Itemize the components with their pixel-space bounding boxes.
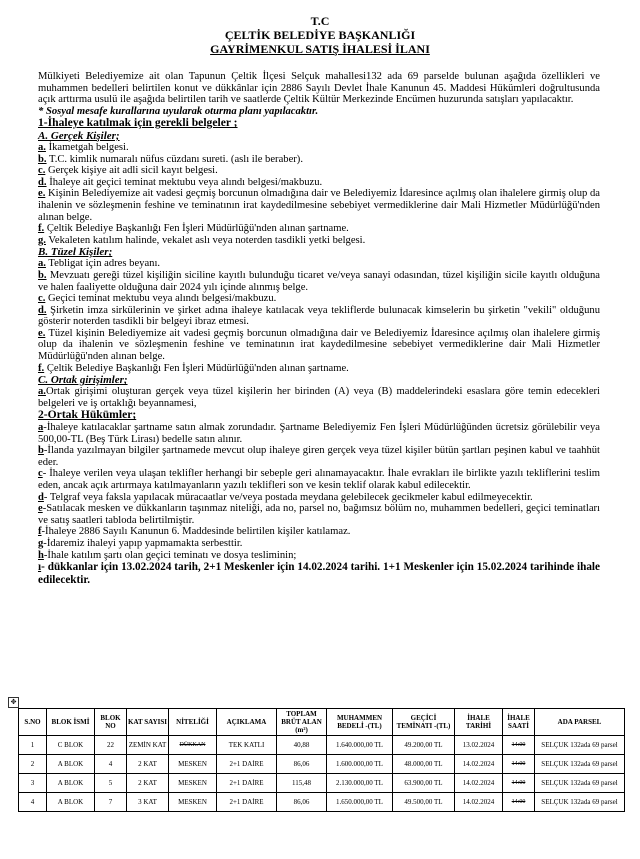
section-2-title: 2-Ortak Hükümler; — [38, 408, 137, 422]
list-item — [38, 328, 600, 363]
document-body — [38, 71, 600, 586]
item-text: - dükkanlar için 13.02.2024 tarih, 2+1 Meskenler için 14.02.2024 tarihi. 1+1 Meskenler için 15.02.2024 tarihinde ihale edilecektir. — [38, 561, 600, 586]
item-letter: b. — [38, 269, 47, 281]
item-text: Çeltik Belediye Başkanlığı Fen İşleri Müdürlüğü'nden alınan şartname. — [44, 223, 349, 235]
header-line-2: ÇELTİK BELEDİYE BAŞKANLIĞI — [224, 28, 416, 42]
item-text: - Telgraf veya faksla yapılacak müracaatlar ve/veya postada meydana gelebilecek gecikmeler kabul edilmeyecektir. — [43, 491, 533, 503]
item-text: -İhale katılım şartı olan geçici teminatı ve dosya tesliminin; — [43, 549, 297, 561]
list-item — [38, 258, 600, 270]
item-text: Tebligat için adres beyanı. — [45, 258, 161, 270]
table-cell: 1 — [19, 736, 47, 755]
table-cell: 14:00 — [503, 793, 535, 812]
table-row — [19, 793, 625, 812]
item-text: -İhaleye 2886 Sayılı Kanunun 6. Maddesinde belirtilen kişiler katılamaz. — [41, 526, 351, 538]
table-cell: 115,48 — [277, 774, 327, 793]
column-header: GEÇİCİ TEMİNATI -(TL) — [393, 709, 455, 736]
table-cell: 22 — [95, 736, 127, 755]
item-letter: b. — [38, 153, 47, 165]
item-text: İhaleye ait geçici teminat mektubu veya alındı belgesi/makbuzu. — [46, 176, 323, 188]
table-cell: 86,06 — [277, 755, 327, 774]
table-cell: SELÇUK 132ada 69 parsel — [535, 736, 625, 755]
item-letter: d. — [38, 176, 47, 188]
item-letter: f — [38, 526, 42, 538]
table-header-row — [19, 709, 625, 736]
item-letter: f. — [38, 362, 45, 374]
list-item — [38, 188, 600, 223]
group-c-title: C. Ortak girişimler; — [38, 374, 128, 387]
item-text: -İhaleye katılacaklar şartname satın almak zorundadır. Şartname Belediyemiz Fen İşleri Müdürlüğünden ücretsiz görülebilir veya 500,00-TL (Beş Türk Lirası) bedelle satın alınır. — [38, 422, 600, 445]
table-cell: 49.200,00 TL — [393, 736, 455, 755]
item-text: Geçici teminat mektubu veya alındı belgesi/makbuzu. — [45, 293, 277, 305]
item-text: Vekaleten katılım halinde, vekalet aslı veya noterden tasdikli yetki belgesi. — [45, 234, 366, 246]
item-letter: d. — [38, 304, 47, 316]
column-header: BLOK İSMİ — [47, 709, 95, 736]
table-cell: 3 KAT — [127, 793, 169, 812]
item-text: Şirketin imza sirkülerinin ve şirket adına ihaleye katılacak veya tekliflerde bulunacak kimselerin bu şirketin "vekili" olduğunu gösterir noterden tasdikli bir belgeyi ibraz etmesi. — [38, 304, 600, 328]
table-cell: C BLOK — [47, 736, 95, 755]
table-cell: 2 — [19, 755, 47, 774]
item-text: -Satılacak mesken ve dükkanların taşınmaz niteliği, ada no, parsel no, bağımsız bölüm no, muhammen bedelleri, geçici teminatları ve satış saatleri tabloda belirtilmiştir. — [38, 503, 600, 526]
table-cell: MESKEN — [169, 774, 217, 793]
item-letter: c. — [38, 165, 46, 177]
table-cell: 3 — [19, 774, 47, 793]
column-header: KAT SAYISI — [127, 709, 169, 736]
column-header: BLOK NO — [95, 709, 127, 736]
item-letter: h — [38, 549, 44, 561]
column-header: İHALE SAATİ — [503, 709, 535, 736]
group-a-title: A. Gerçek Kişiler; — [38, 129, 120, 142]
item-text: T.C. kimlik numaralı nüfus cüzdanı sureti. (aslı ile beraber). — [46, 153, 303, 165]
list-item — [38, 165, 600, 177]
item-text: -İdaremiz ihaleyi yapıp yapmamakta serbesttir. — [43, 537, 243, 549]
item-letter: b — [38, 445, 44, 457]
header-line-3: GAYRİMENKUL SATIŞ İHALESİ İLANI — [210, 42, 430, 56]
table-cell: 7 — [95, 793, 127, 812]
table-cell: 1.640.000,00 TL — [327, 736, 393, 755]
move-handle-icon[interactable]: ✥ — [8, 697, 19, 708]
property-table-wrapper — [18, 708, 624, 812]
table-row — [19, 755, 625, 774]
item-letter: e. — [38, 188, 46, 200]
item-text: Çeltik Belediye Başkanlığı Fen İşleri Müdürlüğü'nden alınan şartname. — [44, 362, 349, 374]
table-cell: 2+1 DAİRE — [217, 793, 277, 812]
list-item — [38, 305, 600, 328]
group-a-list — [38, 142, 600, 246]
table-cell: 4 — [19, 793, 47, 812]
distance-note: * Sosyal mesafe kurallarına uyularak oturma planı yapılacaktır. — [38, 105, 319, 117]
table-cell: 86,06 — [277, 793, 327, 812]
list-item — [38, 363, 600, 375]
item-text: Ortak girişimi oluşturan gerçek veya tüzel kişilerin her birinden (A) veya (B) maddelerindeki esaslara göre temin edecekleri belgeleri ve iş ortaklığı beyannamesi, — [38, 386, 600, 409]
table-cell: 2 KAT — [127, 774, 169, 793]
item-letter: g — [38, 537, 44, 549]
table-cell: 13.02.2024 — [455, 736, 503, 755]
item-letter: c. — [38, 293, 46, 305]
column-header: AÇIKLAMA — [217, 709, 277, 736]
table-cell: 1.600.000,00 TL — [327, 755, 393, 774]
table-cell: 2.130.000,00 TL — [327, 774, 393, 793]
header-line-1: T.C — [310, 14, 330, 28]
table-cell: 14.02.2024 — [455, 793, 503, 812]
table-cell: A BLOK — [47, 755, 95, 774]
list-item — [38, 422, 600, 445]
list-item — [38, 550, 600, 562]
item-letter: f. — [38, 223, 45, 235]
table-cell: 1.650.000,00 TL — [327, 793, 393, 812]
table-cell: DÜKKAN — [169, 736, 217, 755]
table-cell: 14:00 — [503, 774, 535, 793]
item-letter: e. — [38, 327, 46, 339]
group-b-title: B. Tüzel Kişiler; — [38, 246, 113, 259]
table-cell: 48.000,00 TL — [393, 755, 455, 774]
list-item — [38, 235, 600, 247]
group-c-text — [38, 386, 600, 409]
list-item — [38, 538, 600, 550]
list-item — [38, 270, 600, 293]
item-text: -İlanda yazılmayan bilgiler şartnamede mevcut olup ihaleye giren gerçek veya tüzel kişiler bütün şartları peşinen kabul ve taahhüt eder. — [38, 445, 600, 468]
intro-paragraph: Mülkiyeti Belediyemize ait olan Tapunun Çeltik İlçesi Selçuk mahallesi132 ada 69 parselde bulunan aşağıda özellikleri ve muhammen bedelleri belirtilen konut ve dükkânlar için 2886 Sayılı Devlet İhale Kanunun 45. Maddesi Hükümleri doğrultusunda açık arttırma usulü ile aşağıda belirtilen tarih ve saatlerde Çeltik Kültür Merkezinde Encümen huzurunda satışları yapılacaktır. — [38, 71, 600, 106]
list-item — [38, 445, 600, 468]
table-cell: 49.500,00 TL — [393, 793, 455, 812]
table-cell: 5 — [95, 774, 127, 793]
property-table — [18, 708, 625, 812]
item-text: İkametgah belgesi. — [45, 141, 129, 153]
table-cell: SELÇUK 132ada 69 parsel — [535, 755, 625, 774]
tender-dates — [38, 561, 600, 586]
group-b-list — [38, 258, 600, 374]
table-cell: TEK KATLI — [217, 736, 277, 755]
item-letter: g. — [38, 234, 46, 246]
table-cell: ZEMİN KAT — [127, 736, 169, 755]
item-letter: e — [38, 503, 43, 515]
column-header: ADA PARSEL — [535, 709, 625, 736]
item-letter: c — [38, 468, 43, 480]
column-header: S.NO — [19, 709, 47, 736]
item-letter: ı — [38, 561, 42, 574]
list-item — [38, 503, 600, 526]
section-1-title: 1-İhaleye katılmak için gerekli belgeler ; — [38, 116, 238, 130]
table-cell: 40,88 — [277, 736, 327, 755]
item-letter: d — [38, 491, 44, 503]
table-cell: 2+1 DAİRE — [217, 755, 277, 774]
list-item — [38, 293, 600, 305]
item-text: Tüzel kişinin Belediyemize ait vadesi geçmiş borcunun olmadığına dair ve Belediyemiz İdaresince açılmış olan ihalelere girmiş olup da ihalenin ve sözleşmenin feshine ve teminatının irat kaydedilmesine sebebiyet vermediklerine dair Mali Hizmetler Müdürlüğü'nden alınan belge. — [38, 327, 600, 363]
table-cell: MESKEN — [169, 793, 217, 812]
table-cell: 14.02.2024 — [455, 755, 503, 774]
list-item — [38, 223, 600, 235]
item-letter: a. — [38, 386, 46, 398]
item-text: Mevzuatı gereği tüzel kişiliğin siciline kayıtlı bulunduğu ticaret ve/veya sanayi odasından, tüzel kişiliğin sicile kayıtlı olduğuna ve halen faaliyette olduğuna dair 2024 yılı içinde alınmış belge. — [38, 269, 600, 293]
list-item — [38, 177, 600, 189]
table-cell: 14:00 — [503, 736, 535, 755]
table-cell: SELÇUK 132ada 69 parsel — [535, 774, 625, 793]
column-header: İHALE TARİHİ — [455, 709, 503, 736]
table-row — [19, 774, 625, 793]
item-letter: a. — [38, 258, 46, 270]
table-cell: A BLOK — [47, 793, 95, 812]
item-letter: a — [38, 422, 44, 434]
table-cell: 2+1 DAİRE — [217, 774, 277, 793]
list-item — [38, 468, 600, 491]
column-header: TOPLAM BRÜT ALAN (m²) — [277, 709, 327, 736]
table-cell: 14.02.2024 — [455, 774, 503, 793]
table-cell: MESKEN — [169, 755, 217, 774]
table-cell: SELÇUK 132ada 69 parsel — [535, 793, 625, 812]
list-item — [38, 154, 600, 166]
list-item — [38, 526, 600, 538]
list-item — [38, 492, 600, 504]
column-header: MUHAMMEN BEDELİ -(TL) — [327, 709, 393, 736]
section-2-list — [38, 422, 600, 561]
item-text: Gerçek kişiye ait adli sicil kayıt belgesi. — [45, 165, 218, 177]
item-text: Kişinin Belediyemize ait vadesi geçmiş borcunun olmadığına dair ve Belediyemiz İdaresince açılmış olan ihalelere girmiş olup da ihalenin ve sözleşmenin feshine ve teminatının irat kaydedilmesine sebebiyet vermediklerine dair Mali Hizmetler Müdürlüğü'nden alınan belge. — [38, 188, 600, 223]
table-cell: 63.900,00 TL — [393, 774, 455, 793]
table-cell: 4 — [95, 755, 127, 774]
item-letter: a. — [38, 141, 46, 153]
item-text: - İhaleye verilen veya ulaşan teklifler herhangi bir sebeple geri alınamayacaktır. İhale evrakları ile birlikte yazılı tekliflerini teslim eden, ancak açık artırmaya katılmayanların yazılı teklifleri son ve kesin teklif olarak kabul edilecektir. — [38, 468, 600, 491]
column-header: NİTELİĞİ — [169, 709, 217, 736]
list-item — [38, 142, 600, 154]
table-cell: 14:00 — [503, 755, 535, 774]
table-cell: A BLOK — [47, 774, 95, 793]
table-row — [19, 736, 625, 755]
table-cell: 2 KAT — [127, 755, 169, 774]
